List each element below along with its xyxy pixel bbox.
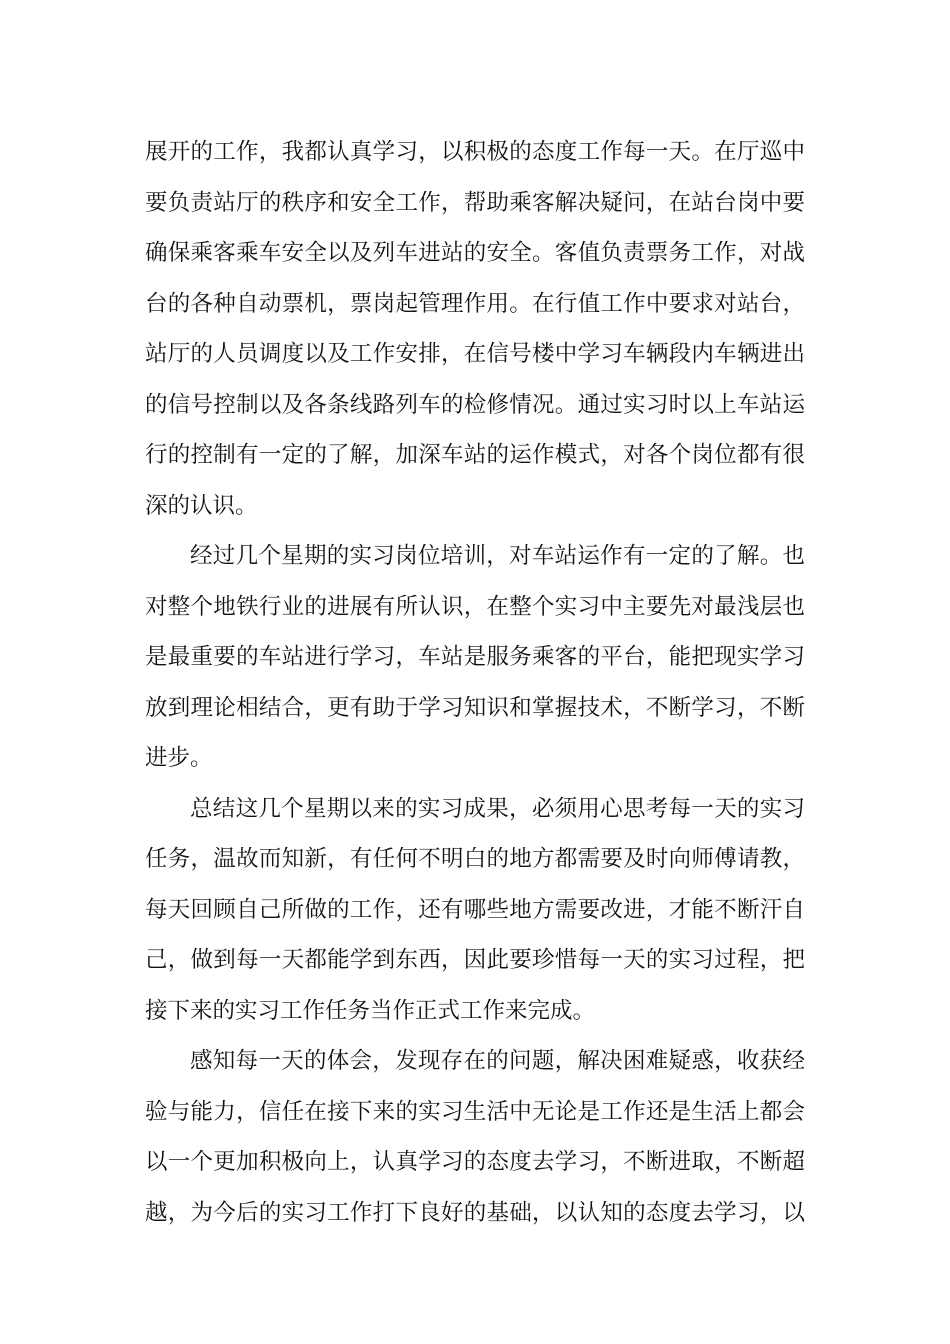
paragraph-3-line-4: 己，做到每一天都能学到东西，因此要珍惜每一天的实习过程，把 — [145, 947, 805, 973]
paragraph-2-line-1: 经过几个星期的实习岗位培训，对车站运作有一定的了解。也 — [190, 543, 805, 569]
paragraph-4-line-2: 验与能力，信任在接下来的实习生活中无论是工作还是生活上都会 — [145, 1098, 805, 1125]
paragraph-4-line-4: 越，为今后的实习工作打下良好的基础，以认知的态度去学习，以 — [145, 1199, 805, 1226]
paragraph-2-line-2: 对整个地铁行业的进展有所认识，在整个实习中主要先对最浅层也 — [145, 593, 805, 620]
paragraph-2-line-5: 进步。 — [145, 745, 213, 771]
paragraph-1-line-8: 深的认识。 — [145, 492, 258, 519]
paragraph-3-line-5: 接下来的实习工作任务当作正式工作来完成。 — [145, 997, 596, 1024]
paragraph-1-line-6: 的信号控制以及各条线路列车的检修情况。通过实习时以上车站运 — [145, 391, 805, 418]
paragraph-1-line-7: 行的控制有一定的了解，加深车站的运作模式，对各个岗位都有很 — [145, 442, 805, 468]
paragraph-2-line-4: 放到理论相结合，更有助于学习知识和掌握技术，不断学习，不断 — [145, 694, 805, 721]
paragraph-3-line-3: 每天回顾自己所做的工作，还有哪些地方需要改进，才能不断汗自 — [145, 896, 805, 923]
paragraph-3-line-1: 总结这几个星期以来的实习成果，必须用心思考每一天的实习 — [190, 795, 805, 822]
paragraph-1-line-4: 台的各种自动票机，票岗起管理作用。在行值工作中要求对站台， — [145, 290, 805, 317]
document-body — [145, 127, 805, 1238]
paragraph-1-line-3: 确保乘客乘车安全以及列车进站的安全。客值负责票务工作，对战 — [145, 240, 805, 266]
paragraph-1-line-5: 站厅的人员调度以及工作安排，在信号楼中学习车辆段内车辆进出 — [145, 341, 805, 367]
paragraph-3-line-2: 任务，温故而知新，有任何不明白的地方都需要及时向师傅请教， — [145, 846, 805, 872]
paragraph-4-line-1: 感知每一天的体会，发现存在的问题，解决困难疑惑，收获经 — [190, 1048, 805, 1074]
paragraph-1-line-1: 展开的工作，我都认真学习，以积极的态度工作每一天。在厅巡中 — [145, 139, 805, 165]
paragraph-2-line-3: 是最重要的车站进行学习，车站是服务乘客的平台，能把现实学习 — [145, 644, 805, 670]
paragraph-1-line-2: 要负责站厅的秩序和安全工作，帮助乘客解决疑问，在站台岗中要 — [145, 189, 805, 216]
paragraph-4-line-3: 以一个更加积极向上，认真学习的态度去学习，不断进取，不断超 — [145, 1149, 805, 1175]
